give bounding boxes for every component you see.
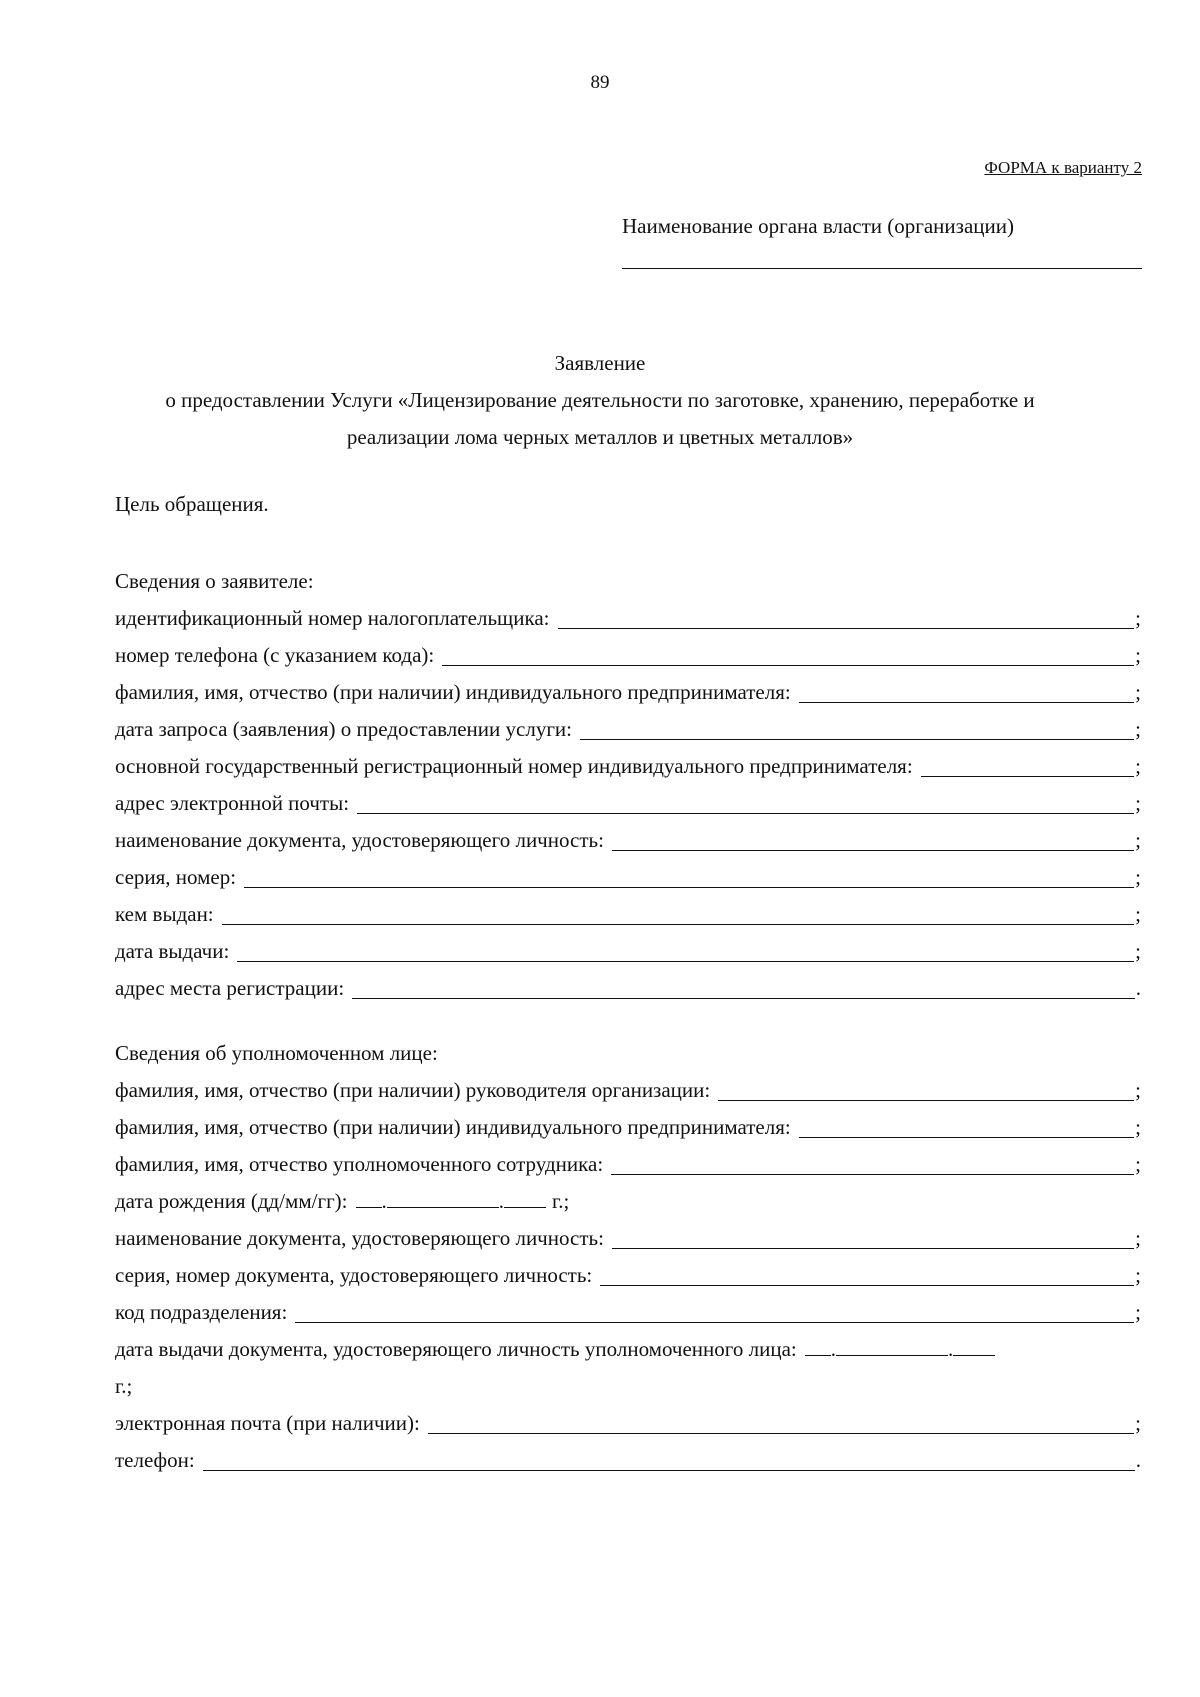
authorized-field-email [115,1405,1141,1442]
field-blank[interactable] [428,1409,1134,1434]
field-blank[interactable] [203,1446,1135,1471]
title-line-3: реализации лома черных металлов и цветных металлов» [346,425,854,449]
authority-blank-line[interactable] [622,268,1142,269]
applicant-section [115,563,1141,1007]
authorized-field-manager [115,1072,1141,1109]
applicant-field-series [115,859,1141,896]
field-label: дата выдачи документа, удостоверяющего личность уполномоченного лица: [115,1337,797,1361]
field-label: кем выдан: [115,902,214,926]
field-end: ; [1135,902,1141,926]
field-end: ; [1135,1226,1141,1250]
date-year-blank[interactable] [953,1331,995,1368]
field-label: электронная почта (при наличии): [115,1411,420,1435]
field-label: наименование документа, удостоверяющего личность: [115,828,604,852]
date-day-blank[interactable] [356,1183,382,1220]
field-blank[interactable] [921,752,1134,777]
field-blank[interactable] [222,900,1135,925]
field-end: ; [1135,1411,1141,1435]
field-label: основной государственный регистрационный номер индивидуального предпринимателя: [115,754,913,778]
field-blank[interactable] [244,863,1134,888]
field-blank[interactable] [600,1261,1134,1286]
field-blank[interactable] [612,826,1134,851]
field-label: телефон: [115,1448,195,1472]
purpose-text: Цель обращения. [115,492,269,516]
field-blank[interactable] [558,604,1135,629]
authorized-issue-date: дата выдачи документа, удостоверяющего личность уполномоченного лица: . . [115,1331,1141,1368]
field-label: наименование документа, удостоверяющего личность: [115,1226,604,1250]
field-label: дата выдачи: [115,939,230,963]
field-blank[interactable] [611,1150,1134,1175]
authorized-birth-date: дата рождения (дд/мм/гг): . . г.; [115,1183,1141,1220]
date-year-blank[interactable] [504,1183,546,1220]
field-blank[interactable] [799,678,1134,703]
field-end: ; [1135,791,1141,815]
field-end: ; [1135,865,1141,889]
field-label: адрес электронной почты: [115,791,350,815]
field-label: фамилия, имя, отчество (при наличии) индивидуального предпринимателя: [115,680,791,704]
authorized-field-division [115,1294,1141,1331]
applicant-field-request-date [115,711,1141,748]
date-month-blank[interactable] [387,1183,499,1220]
field-blank[interactable] [352,974,1135,999]
authorized-field-doc-series [115,1257,1141,1294]
title-line-1: Заявление [554,351,646,375]
field-end: ; [1135,939,1141,963]
applicant-field-fio [115,674,1141,711]
field-label: номер телефона (с указанием кода): [115,643,435,667]
field-label: серия, номер: [115,865,237,889]
field-end: ; [1135,1152,1141,1176]
authority-label: Наименование органа власти (организации) [622,214,1014,238]
applicant-field-id-doc [115,822,1141,859]
authorized-issue-date-suffix-line [115,1368,1141,1405]
field-label: серия, номер документа, удостоверяющего личность: [115,1263,593,1287]
field-end: ; [1135,1115,1141,1139]
field-end: ; [1135,717,1141,741]
applicant-field-issued-by [115,896,1141,933]
field-label: фамилия, имя, отчество (при наличии) индивидуального предпринимателя: [115,1115,791,1139]
field-blank[interactable] [799,1113,1134,1138]
authorized-field-employee [115,1146,1141,1183]
field-end: ; [1135,1078,1141,1102]
applicant-heading: Сведения о заявителе: [115,569,314,593]
date-day-blank[interactable] [805,1331,831,1368]
field-end: ; [1135,1300,1141,1324]
field-label: дата запроса (заявления) о предоставлении услуги: [115,717,573,741]
date-suffix: г.; [552,1189,570,1213]
date-suffix: г.; [115,1374,133,1398]
field-blank[interactable] [237,937,1134,962]
authorized-field-doc-name [115,1220,1141,1257]
field-end: ; [1135,1263,1141,1287]
field-end: ; [1135,680,1141,704]
date-month-blank[interactable] [836,1331,948,1368]
applicant-field-inn [115,600,1141,637]
document-title [60,345,1140,456]
field-blank[interactable] [442,641,1134,666]
applicant-field-email [115,785,1141,822]
field-label: фамилия, имя, отчество (при наличии) руководителя организации: [115,1078,711,1102]
field-blank[interactable] [718,1076,1134,1101]
applicant-field-issue-date [115,933,1141,970]
authorized-heading: Сведения об уполномоченном лице: [115,1041,438,1065]
field-label: код подразделения: [115,1300,288,1324]
field-end: ; [1135,754,1141,778]
field-label: идентификационный номер налогоплательщика: [115,606,550,630]
field-blank[interactable] [612,1224,1134,1249]
field-blank[interactable] [580,715,1134,740]
field-label: фамилия, имя, отчество уполномоченного сотрудника: [115,1152,604,1176]
field-end: ; [1135,643,1141,667]
field-end: ; [1135,606,1141,630]
form-variant-label: ФОРМА к варианту 2 [984,158,1142,177]
authorized-field-entrepreneur [115,1109,1141,1146]
authorized-field-phone [115,1442,1141,1479]
field-end: ; [1135,828,1141,852]
title-line-2: о предоставлении Услуги «Лицензирование деятельности по заготовке, хранению, переработке и [165,388,1035,412]
field-end: . [1135,976,1141,1000]
applicant-field-ogrnip [115,748,1141,785]
page-number: 89 [590,72,610,93]
applicant-field-phone [115,637,1141,674]
field-label: дата рождения (дд/мм/гг): [115,1189,348,1213]
applicant-field-address [115,970,1141,1007]
field-blank[interactable] [295,1298,1134,1323]
field-label: адрес места регистрации: [115,976,345,1000]
field-end: . [1135,1448,1141,1472]
authorized-section [115,1035,1141,1479]
field-blank[interactable] [357,789,1134,814]
